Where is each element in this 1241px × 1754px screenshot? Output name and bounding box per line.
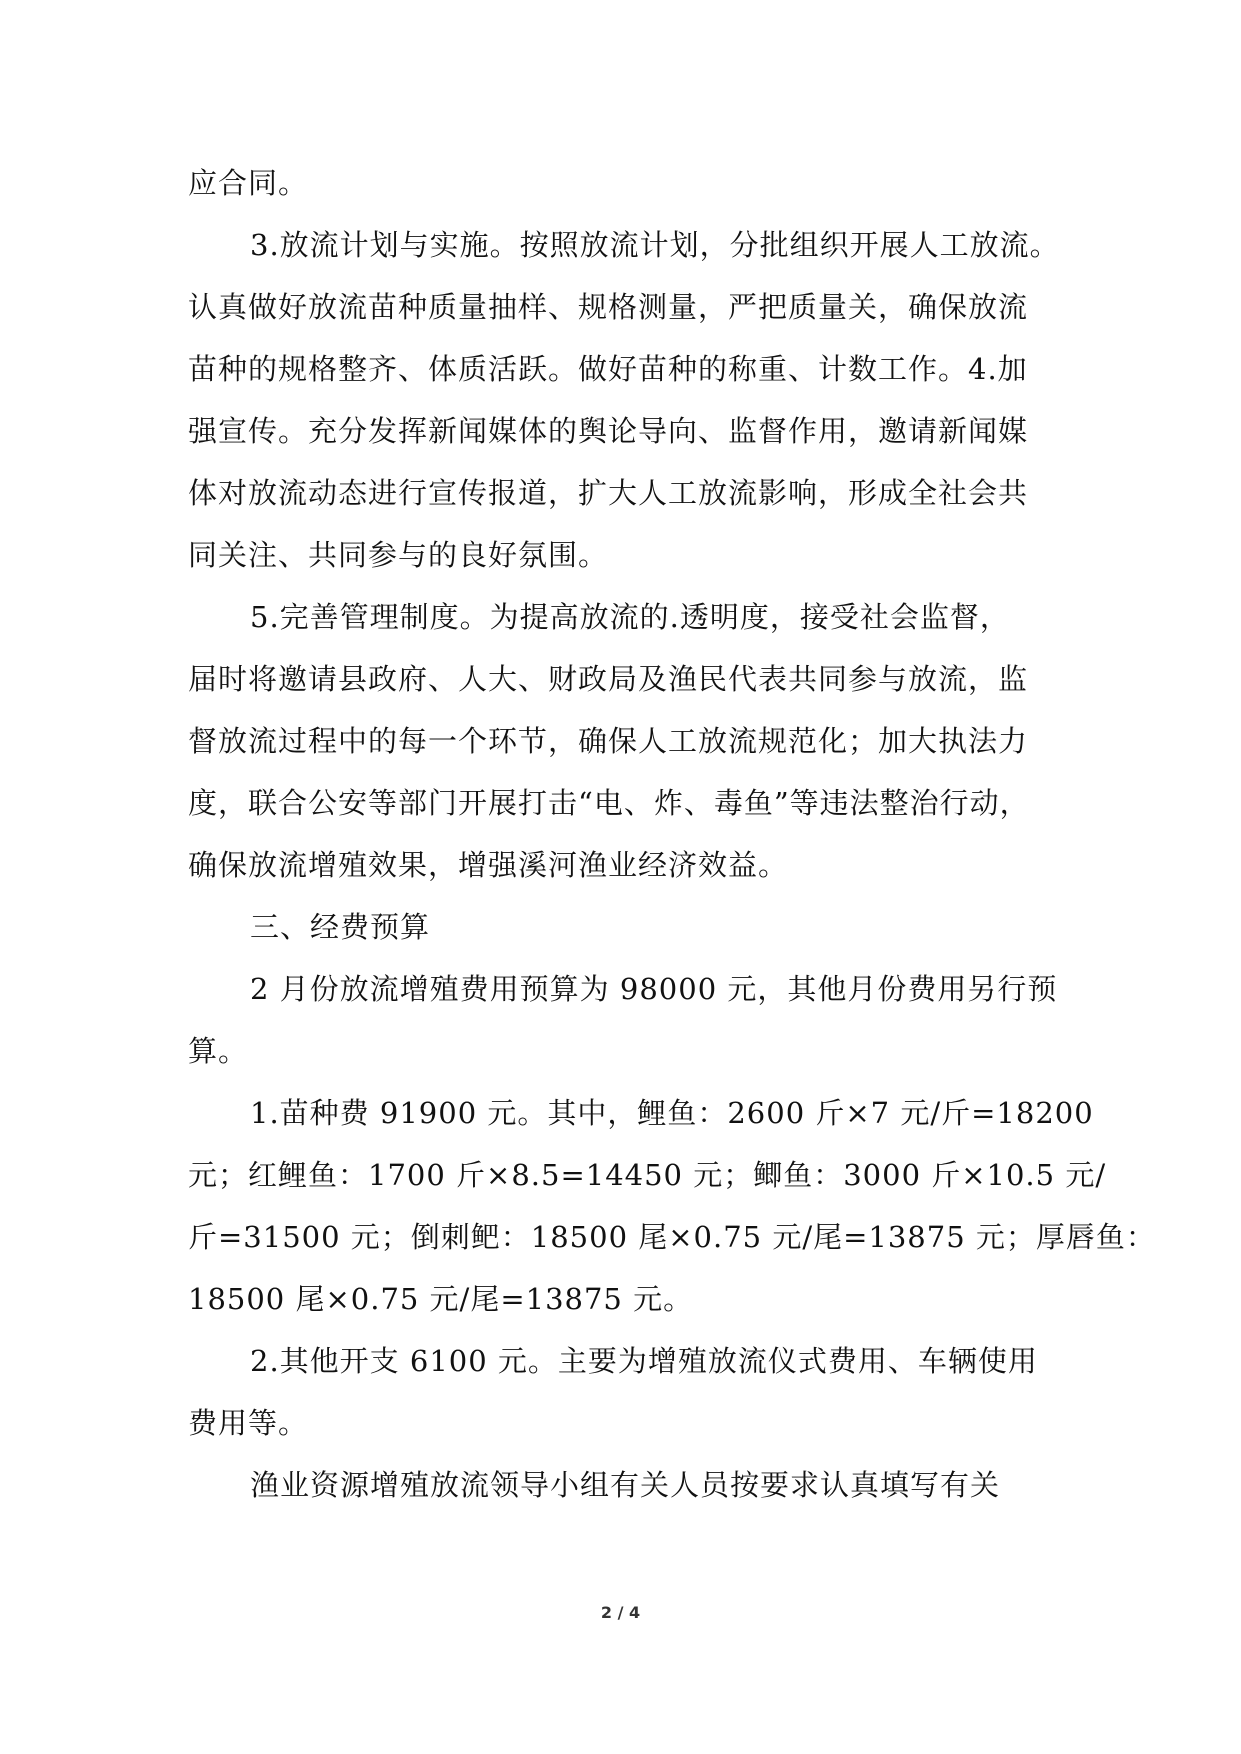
text-line: 应合同。: [188, 166, 309, 200]
text-line: 强宣传。充分发挥新闻媒体的舆论导向、监督作用，邀请新闻媒: [188, 414, 1029, 448]
text-line: 督放流过程中的每一个环节，确保人工放流规范化；加大执法力: [188, 724, 1029, 758]
text-line: 渔业资源增殖放流领导小组有关人员按要求认真填写有关: [250, 1468, 1001, 1502]
text-line: 元；红鲤鱼：1700 斤×8.5=14450 元；鲫鱼：3000 斤×10.5 元/: [188, 1158, 1107, 1192]
document-body: [188, 152, 1156, 1516]
section-heading: 三、经费预算: [250, 910, 431, 944]
text-line: 确保放流增殖效果，增强溪河渔业经济效益。: [188, 848, 789, 882]
text-line: 18500 尾×0.75 元/尾=13875 元。: [188, 1282, 694, 1316]
text-line: 2 月份放流增殖费用预算为 98000 元，其他月份费用另行预: [250, 972, 1058, 1006]
text-line: 认真做好放流苗种质量抽样、规格测量，严把质量关，确保放流: [188, 290, 1029, 324]
text-line: 度，联合公安等部门开展打击“电、炸、毒鱼”等违法整治行动，: [188, 786, 1030, 820]
text-line: 苗种的规格整齐、体质活跃。做好苗种的称重、计数工作。4.加: [188, 352, 1028, 386]
text-line: 届时将邀请县政府、人大、财政局及渔民代表共同参与放流，监: [188, 662, 1029, 696]
text-line: 体对放流动态进行宣传报道，扩大人工放流影响，形成全社会共: [188, 476, 1029, 510]
text-line: 算。: [188, 1034, 249, 1068]
text-line: 同关注、共同参与的良好氛围。: [188, 538, 609, 572]
text-line: 3.放流计划与实施。按照放流计划，分批组织开展人工放流。: [250, 228, 1060, 262]
text-line: 1.苗种费 91900 元。其中，鲤鱼：2600 斤×7 元/斤=18200: [250, 1096, 1094, 1130]
text-line: 5.完善管理制度。为提高放流的.透明度，接受社会监督，: [250, 600, 1010, 634]
text-line: 2.其他开支 6100 元。主要为增殖放流仪式费用、车辆使用: [250, 1344, 1038, 1378]
page-number: 2 / 4: [600, 1603, 641, 1622]
text-line: 费用等。: [188, 1406, 309, 1440]
text-line: 斤=31500 元；倒刺鲃：18500 尾×0.75 元/尾=13875 元；厚唇鱼：: [188, 1220, 1156, 1254]
